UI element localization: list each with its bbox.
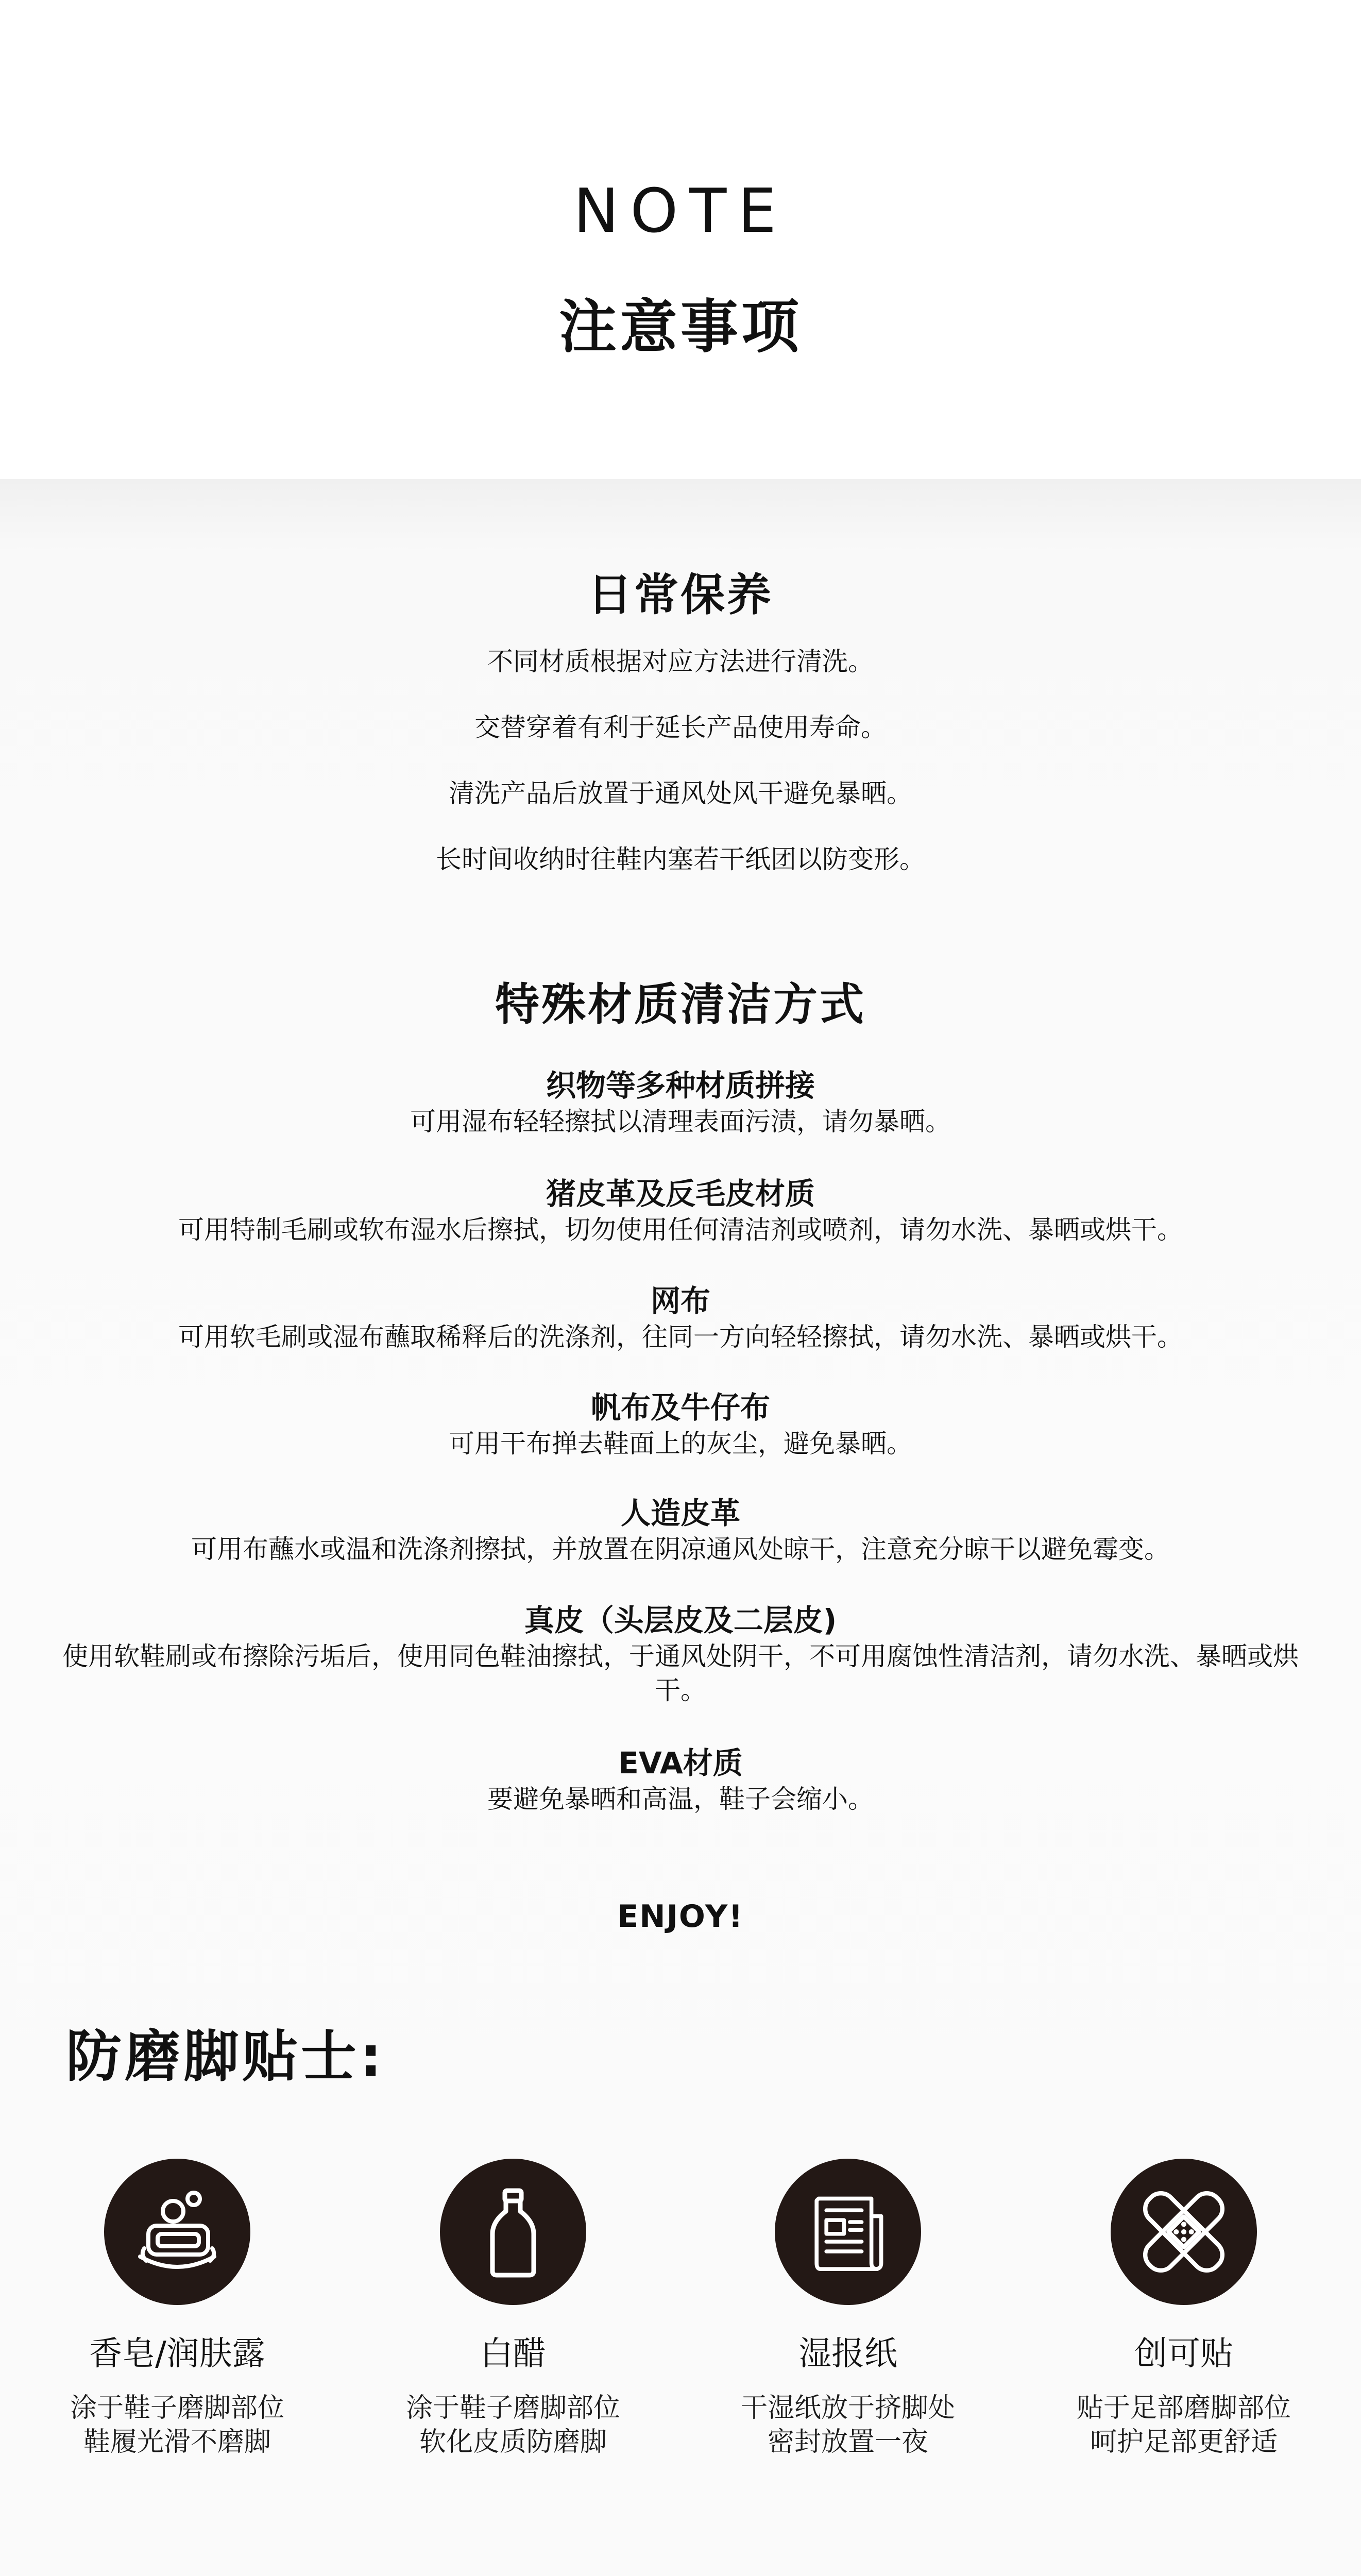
tip-label: 创可贴 <box>1134 2335 1233 2373</box>
daily-care-line: 清洗产品后放置于通风处风干避免暴晒。 <box>449 778 912 808</box>
tip-desc-line: 呵护足部更舒适 <box>1090 2427 1278 2458</box>
material-name: 真皮（头层皮及二层皮) <box>524 1603 837 1638</box>
tip-desc <box>23 2391 332 2459</box>
page-title: 注意事项 <box>559 294 802 361</box>
tip-label: 湿报纸 <box>798 2335 897 2373</box>
tip-desc <box>1029 2391 1338 2459</box>
tip-label: 香皂/润肤露 <box>89 2335 265 2373</box>
tip-newspaper <box>693 2159 1002 2459</box>
tip-desc-line: 贴于足部磨脚部位 <box>1076 2393 1291 2424</box>
material-desc: 要避免暴晒和高温，鞋子会缩小。 <box>487 1784 874 1814</box>
material-item <box>0 1494 1361 1566</box>
material-item <box>0 1175 1361 1247</box>
tip-desc-line: 涂于鞋子磨脚部位 <box>405 2393 620 2424</box>
header <box>0 0 1361 479</box>
daily-care-line: 不同材质根据对应方法进行清洗。 <box>487 647 874 676</box>
tip-desc <box>359 2391 668 2459</box>
material-desc: 可用特制毛刷或软布湿水后擦拭，切勿使用任何清洁剂或喷剂，请勿水洗、暴晒或烘干。 <box>178 1215 1183 1245</box>
enjoy-text: ENJOY! <box>617 1899 744 1935</box>
material-desc: 可用湿布轻轻擦拭以清理表面污渍，请勿暴晒。 <box>410 1107 951 1137</box>
material-name: 猪皮革及反毛皮材质 <box>546 1176 815 1211</box>
tip-desc-line: 干湿纸放于挤脚处 <box>740 2393 955 2424</box>
material-desc: 使用软鞋刷或布擦除污垢后，使用同色鞋油擦拭，于通风处阴干，不可用腐蚀性清洁剂，请勿水洗、暴晒或烘干。 <box>62 1641 1299 1705</box>
newspaper-icon <box>775 2159 921 2305</box>
material-name: EVA材质 <box>618 1745 743 1781</box>
tip-desc-line: 鞋履光滑不磨脚 <box>83 2427 271 2458</box>
tip-soap <box>23 2159 332 2459</box>
soap-icon <box>104 2159 250 2305</box>
daily-care-line: 交替穿着有利于延长产品使用寿命。 <box>474 713 887 742</box>
tip-vinegar <box>359 2159 668 2459</box>
material-item <box>0 1744 1361 1816</box>
bandage-icon <box>1111 2159 1257 2305</box>
material-desc: 可用软毛刷或湿布蘸取稀释后的洗涤剂，往同一方向轻轻擦拭，请勿水洗、暴晒或烘干。 <box>178 1322 1183 1352</box>
daily-care-line: 长时间收纳时往鞋内塞若干纸团以防变形。 <box>436 844 925 874</box>
vinegar-bottle-icon <box>440 2159 586 2305</box>
tips-title: 防磨脚贴士: <box>66 2025 385 2089</box>
material-item <box>0 1282 1361 1354</box>
daily-care-title: 日常保养 <box>588 569 773 621</box>
tip-desc-line: 密封放置一夜 <box>767 2427 928 2458</box>
tip-bandage <box>1029 2159 1338 2459</box>
tip-desc-line: 涂于鞋子磨脚部位 <box>70 2393 284 2424</box>
tip-desc-line: 软化皮质防磨脚 <box>419 2427 607 2458</box>
material-item <box>0 1601 1361 1707</box>
tip-desc <box>693 2391 1002 2459</box>
daily-care-list <box>0 641 1361 905</box>
material-desc: 可用干布掸去鞋面上的灰尘，避免暴晒。 <box>449 1429 912 1459</box>
tip-label: 白醋 <box>480 2335 546 2373</box>
material-name: 帆布及牛仔布 <box>590 1390 770 1425</box>
material-item <box>0 1388 1361 1461</box>
material-item <box>0 1066 1361 1139</box>
material-name: 网布 <box>650 1283 710 1318</box>
special-materials-title: 特殊材质清洁方式 <box>495 979 866 1030</box>
note-title: NOTE <box>573 175 788 246</box>
material-name: 人造皮革 <box>620 1496 740 1531</box>
material-desc: 可用布蘸水或温和洗涤剂擦拭，并放置在阴凉通风处晾干，注意充分晾干以避免霉变。 <box>191 1534 1170 1564</box>
material-name: 织物等多种材质拼接 <box>546 1068 815 1103</box>
